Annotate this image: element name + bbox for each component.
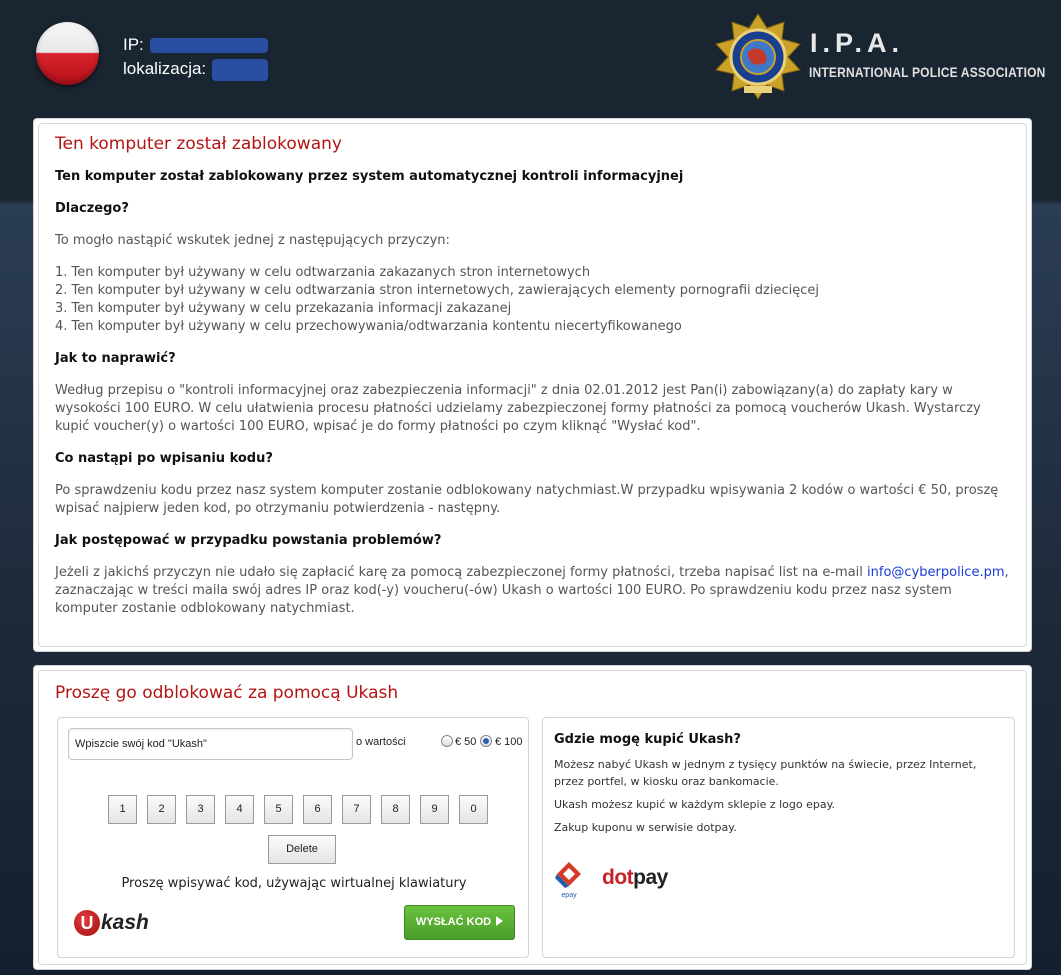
problem-text — [55, 564, 1010, 618]
lock-notice-panel — [33, 118, 1032, 652]
payment-panel — [33, 665, 1032, 970]
send-code-label: WYSŁAĆ KOD — [415, 916, 492, 928]
keypad-key-6[interactable]: 6 — [303, 795, 332, 824]
ukash-logo-u: U — [74, 910, 100, 936]
dotpay-logo-pay: pay — [633, 866, 668, 889]
notice-title: Ten komputer został zablokowany — [55, 134, 342, 154]
epay-label: epay — [561, 892, 577, 899]
notice-content — [55, 168, 1010, 618]
ukash-entry-box — [57, 717, 529, 958]
ukash-code-input[interactable] — [68, 728, 353, 760]
after-heading: Co nastąpi po wpisaniu kodu? — [55, 451, 273, 466]
payment-inner — [38, 670, 1027, 965]
keyboard-hint: Proszę wpisywać kod, używając wirtualnej klawiatury — [121, 876, 467, 891]
where-to-buy-text — [554, 756, 1004, 842]
org-title: I.P.A. — [810, 28, 905, 58]
reason-item: 3. Ten komputer był używany w celu przekazania informacji zakazanej — [55, 301, 512, 316]
keypad-key-8[interactable]: 8 — [381, 795, 410, 824]
fix-heading: Jak to naprawić? — [55, 351, 176, 366]
keypad-key-3[interactable]: 3 — [186, 795, 215, 824]
where-to-buy-text-1: Możesz nabyć Ukash w jednym z tysięcy punktów na świecie, przez Internet, przez portfel, w kiosku oraz bankomacie. — [554, 758, 977, 788]
keypad-key-1[interactable]: 1 — [108, 795, 137, 824]
fix-text: Według przepisu o "kontroli informacyjnej oraz zabezpieczenia informacji" z dnia 02.01.2012 jest Pan(i) zabowiązany(a) do zapłaty kary w wysokości 100 EURO. W celu ułatwienia procesu płatności udzielamy zabezpieczonej formy płatności za pomocą voucherów Ukash. Wystarczy kupić voucher(y) o wartości 100 EURO, wpisać je do formy płatności po czym kliknąć "Wysłać kod". — [55, 383, 981, 434]
support-email-link[interactable]: info@cyberpolice.pm — [867, 565, 1005, 580]
notice-lead: Ten komputer został zablokowany przez system automatycznej kontroli informacyjnej — [55, 169, 684, 184]
keypad-key-4[interactable]: 4 — [225, 795, 254, 824]
radio-100-label: € 100 — [495, 736, 523, 748]
where-to-buy-title: Gdzie mogę kupić Ukash? — [554, 732, 741, 747]
dotpay-logo — [602, 866, 668, 890]
problem-heading: Jak postępować w przypadku powstania problemów? — [55, 533, 442, 548]
radio-50-label: € 50 — [455, 736, 477, 748]
reason-item: 1. Ten komputer był używany w celu odtwarzania zakazanych stron internetowych — [55, 265, 591, 280]
ip-info — [123, 33, 268, 81]
ipa-badge-icon — [712, 12, 804, 100]
lock-notice-inner — [38, 123, 1027, 647]
ukash-logo — [74, 908, 149, 938]
keypad-key-9[interactable]: 9 — [420, 795, 449, 824]
after-text: Po sprawdzeniu kodu przez nasz system komputer zostanie odblokowany natychmiast.W przypadku wpisywania 2 kodów o wartości € 50, proszę wpisać najpierw jeden kod, po otrzymaniu potwierdzenia - następny. — [55, 483, 999, 516]
keypad-key-5[interactable]: 5 — [264, 795, 293, 824]
delete-button[interactable]: Delete — [268, 835, 336, 864]
play-arrow-icon — [496, 916, 503, 926]
why-intro: To mogło nastąpić wskutek jednej z następujących przyczyn: — [55, 233, 450, 248]
location-label: lokalizacja: — [123, 59, 207, 78]
poland-flag-icon — [36, 22, 99, 85]
keypad-key-0[interactable]: 0 — [459, 795, 488, 824]
reason-item: 2. Ten komputer był używany w celu odtwarzania stron internetowych, zawierających elementy pornografii dziecięcej — [55, 283, 819, 298]
keypad-key-7[interactable]: 7 — [342, 795, 371, 824]
dotpay-logo-dot: dot — [602, 866, 634, 889]
ukash-logo-text: kash — [101, 911, 149, 934]
problem-text-before: Jeżeli z jakichś przyczyn nie udało się zapłacić karę za pomocą zabezpieczonej formy płatności, trzeba napisać list na e-mail — [55, 565, 868, 580]
where-to-buy-text-2: Ukash możesz kupić w każdym sklepie z logo epay. — [554, 798, 836, 811]
where-to-buy-box — [542, 717, 1015, 958]
org-subtitle: INTERNATIONAL POLICE ASSOCIATION — [809, 64, 1046, 80]
header — [0, 0, 1061, 118]
ip-redacted — [150, 38, 268, 53]
location-redacted — [212, 59, 268, 81]
ip-label: IP: — [123, 35, 144, 54]
epay-logo-icon — [555, 860, 583, 900]
payment-title: Proszę go odblokować za pomocą Ukash — [55, 683, 399, 703]
value-label: o wartości — [356, 736, 406, 748]
radio-50-euro[interactable] — [441, 735, 453, 747]
why-heading: Dlaczego? — [55, 201, 129, 216]
keypad-key-2[interactable]: 2 — [147, 795, 176, 824]
where-to-buy-text-3: Zakup kuponu w serwisie dotpay. — [554, 821, 737, 834]
send-code-button[interactable] — [404, 905, 515, 940]
reason-item: 4. Ten komputer był używany w celu przechowywania/odtwarzania kontentu niecertyfikowanego — [55, 319, 682, 334]
reasons-list — [55, 264, 1010, 336]
radio-100-euro[interactable] — [480, 735, 492, 747]
problem-text-after: , zaznaczając w treści maila swój adres IP oraz kod(-y) voucheru(-ów) Ukash o wartości 100 EURO. Po sprawdzeniu kodu przez nasz system komputer zostanie odblokowany natychmiast. — [55, 565, 1009, 616]
